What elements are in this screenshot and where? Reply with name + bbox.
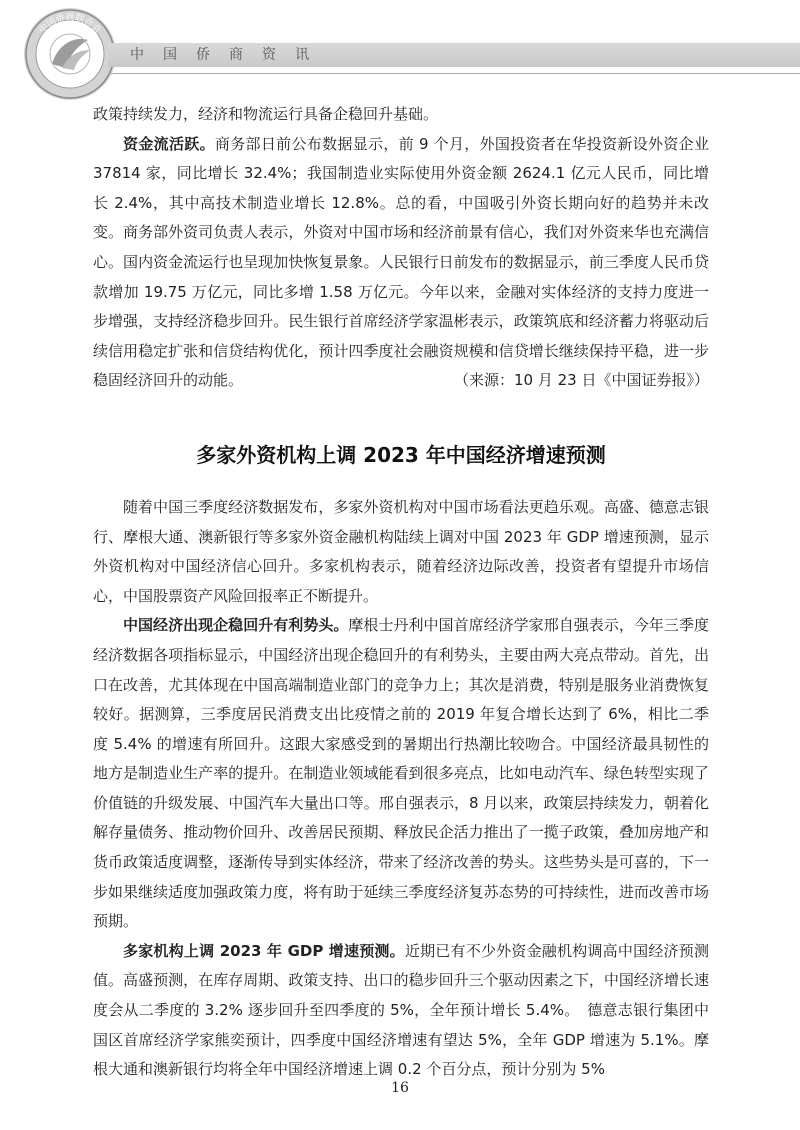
publication-title: 中国侨商资讯: [130, 47, 328, 63]
paragraph-lead: 中国经济出现企稳回升有利势头。: [123, 616, 349, 635]
paragraph-lead: 资金流活跃。: [123, 134, 215, 153]
page-content: [93, 100, 709, 1085]
paragraph-lead: 多家机构上调 2023 年 GDP 增速预测。: [123, 941, 405, 960]
paragraph-gdp-forecast: [93, 937, 709, 1085]
article-title: 多家外资机构上调 2023 年中国经济增速预测: [196, 442, 606, 467]
paragraph-capital-flow: [93, 130, 709, 396]
page-number: 16: [391, 1080, 409, 1096]
source-citation: （来源：10 月 23 日《中国证券报》）: [454, 371, 709, 390]
paragraph-economic-recovery: [93, 611, 709, 937]
article-intro: 随着中国三季度经济数据发布，多家外资机构对中国市场看法更趋乐观。高盛、德意志银行、摩根大通、澳新银行等多家外资金融机构陆续上调对中国 2023 年 GDP 增速预测，显示外资机构对中国经济信心回升。多家机构表示，随着经济边际改善，投资者有望提升市场信心，中国股票资产风险回报率正不断提升。: [93, 497, 709, 605]
logo-emblem-icon: [22, 6, 118, 102]
header-rule: [108, 73, 800, 74]
paragraph-body: 摩根士丹利中国首席经济学家邢自强表示，今年三季度经济数据各项指标显示，中国经济出现企稳回升的有利势头，主要由两大亮点带动。首先，出口在改善，尤其体现在中国高端制造业部门的竞争力上；其次是消费，特别是服务业消费恢复较好。据测算，三季度居民消费支出比疫情之前的 2019 年复合增长达到了 6%，相比二季度 5.4% 的增速有所回升。这跟大家感受到的暑期出行热潮比较吻合。中国经济最具韧性的地方是制造业生产率的提升。在制造业领域能看到很多亮点，比如电动汽车、绿色转型实现了价值链的升级发展、中国汽车大量出口等。邢自强表示，8 月以来，政策层持续发力，朝着化解存量债务、推动物价回升、改善居民预期、释放民企活力推出了一揽子政策，叠加房地产和货币政策适度调整，逐渐传导到实体经济，带来了经济改善的势头。这些势头是可喜的，下一步如果继续适度加强政策力度，将有助于延续三季度经济复苏态势的可持续性，进而改善市场预期。: [93, 616, 709, 931]
page-header: [0, 0, 800, 110]
paragraph-body: 商务部日前公布数据显示，前 9 个月，外国投资者在华投资新设外资企业 37814 家，同比增长 32.4%；我国制造业实际使用外资金额 2624.1 亿元人民币，同比增长 2.4%，其中高技术制造业增长 12.8%。总的看，中国吸引外资长期向好的趋势并未改变。商务部外资司负责人表示，外资对中国市场和经济前景有信心，我们对外资来华也充满信心。国内资金流运行也呈现加快恢复景象。人民银行日前发布的数据显示，前三季度人民币贷款增加 19.75 万亿元，同比多增 1.58 万亿元。今年以来，金融对实体经济的支持力度进一步增强，支持经济稳步回升。民生银行首席经济学家温彬表示，政策筑底和经济蓄力将驱动后续信用稳定扩张和信贷结构优化，预计四季度社会融资规模和信贷增长继续保持平稳，进一步稳固经济回升的动能。: [93, 134, 709, 390]
paragraph-body: 近期已有不少外资金融机构调高中国经济预测值。高盛预测，在库存周期、政策支持、出口的稳步回升三个驱动因素之下，中国经济增长速度会从二季度的 3.2% 逐步回升至四季度的 5%，全年预计增长 5.4%。 德意志银行集团中国区首席经济学家熊奕预计，四季度中国经济增速有望达 5%，全年 GDP 增速为 5.1%。摩根大通和澳新银行均将全年中国经济增速上调 0.2 个百分点，预计分别为 5%: [93, 941, 709, 1079]
logo-lettering: 中国侨商联合会: [37, 13, 103, 36]
continued-paragraph: 政策持续发力，经济和物流运行具备企稳回升基础。: [93, 105, 439, 123]
